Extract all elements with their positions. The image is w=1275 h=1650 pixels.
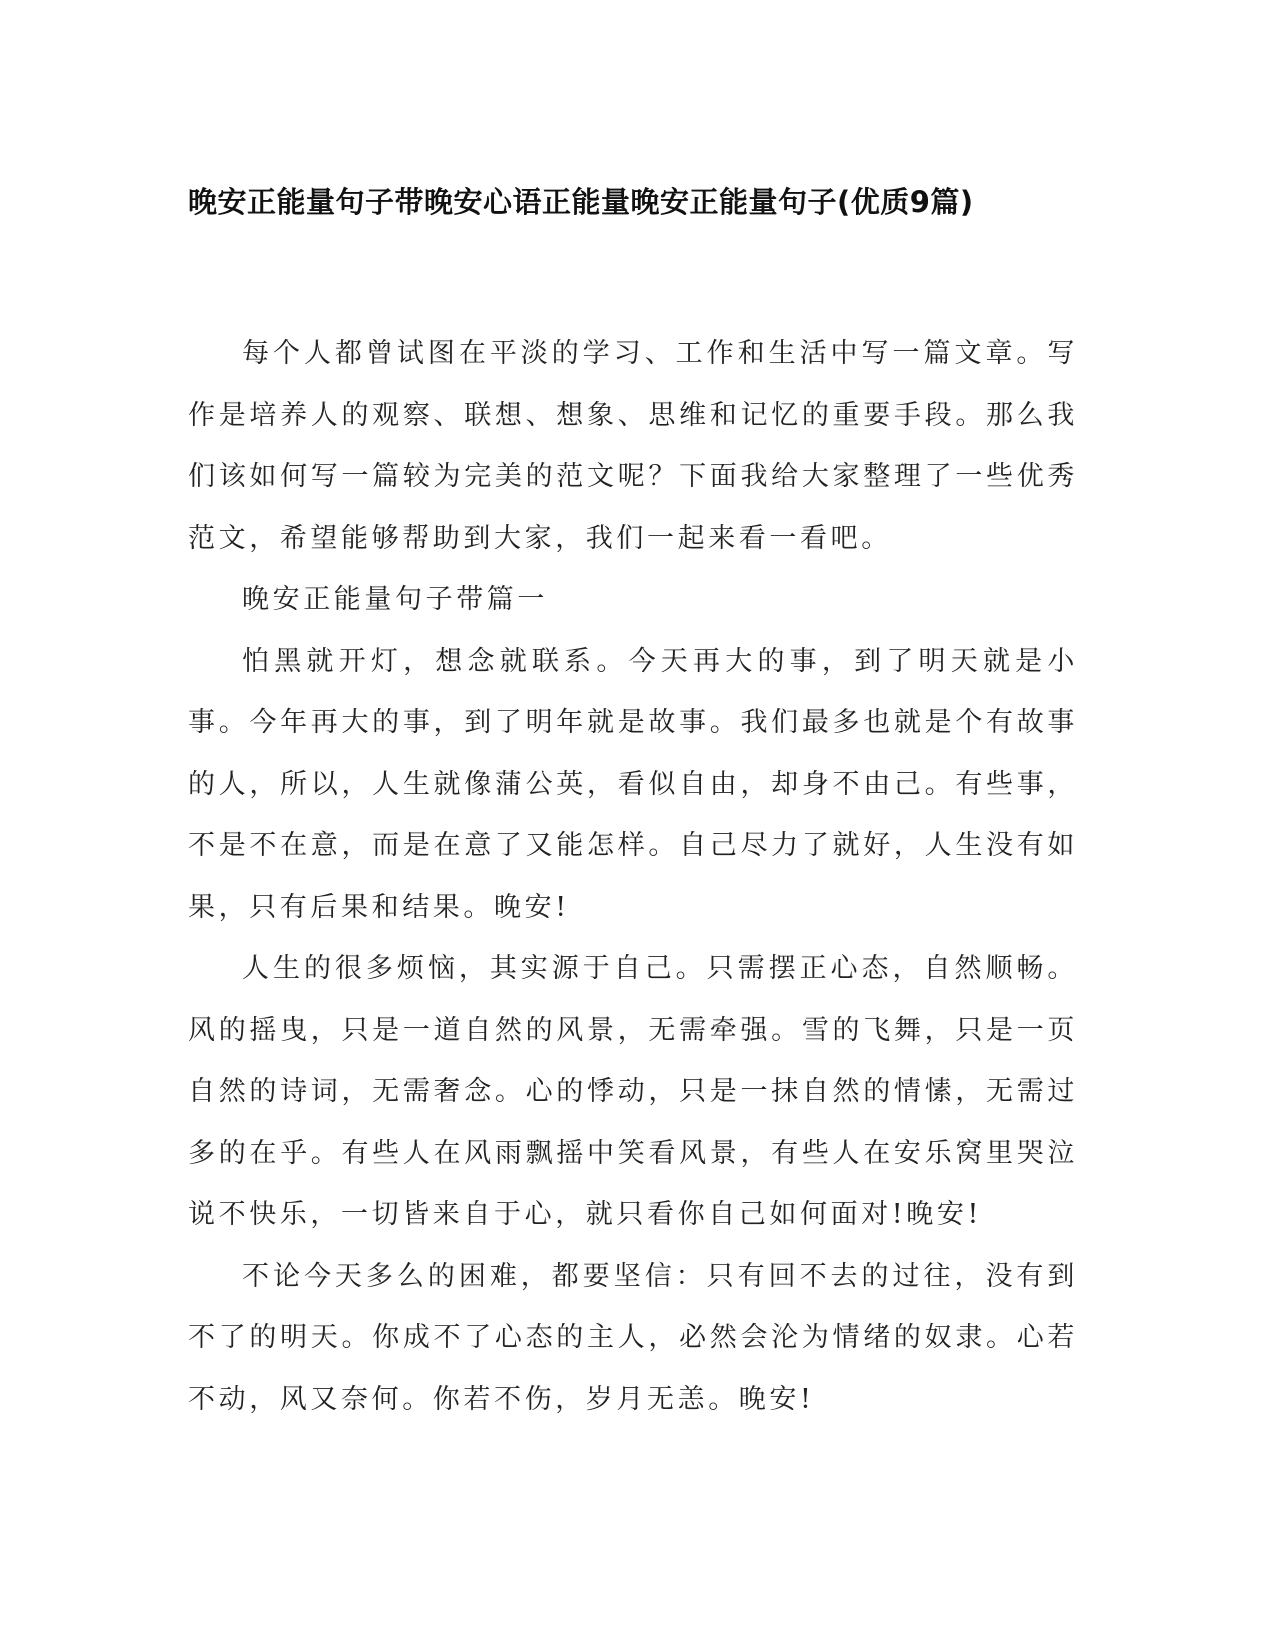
body-paragraph: 怕黑就开灯，想念就联系。今天再大的事，到了明天就是小事。今年再大的事，到了明年就是故事。我们最多也就是个有故事的人，所以，人生就像蒲公英，看似自由，却身不由己。有些事，不是不在意，而是在意了又能怎样。自己尽力了就好，人生没有如果，只有后果和结果。晚安! bbox=[188, 645, 1078, 923]
document-title: 晚安正能量句子带晚安心语正能量晚安正能量句子(优质9篇) bbox=[188, 185, 974, 219]
intro-paragraph: 每个人都曾试图在平淡的学习、工作和生活中写一篇文章。写作是培养人的观察、联想、想象、思维和记忆的重要手段。那么我们该如何写一篇较为完美的范文呢？下面我给大家整理了一些优秀范文，希望能够帮助到大家，我们一起来看一看吧。 bbox=[188, 338, 1078, 554]
body-paragraph: 人生的很多烦恼，其实源于自己。只需摆正心态，自然顺畅。风的摇曳，只是一道自然的风景，无需牵强。雪的飞舞，只是一页自然的诗词，无需奢念。心的悸动，只是一抹自然的情愫，无需过多的在乎。有些人在风雨飘摇中笑看风景，有些人在安乐窝里哭泣说不快乐，一切皆来自于心，就只看你自己如何面对!晚安! bbox=[188, 953, 1078, 1230]
document-body bbox=[188, 323, 1078, 1430]
section-heading: 晚安正能量句子带篇一 bbox=[242, 584, 548, 615]
body-paragraph: 不论今天多么的困难，都要坚信：只有回不去的过往，没有到不了的明天。你成不了心态的主人，必然会沦为情绪的奴隶。心若不动，风又奈何。你若不伤，岁月无恙。晚安! bbox=[188, 1260, 1078, 1415]
